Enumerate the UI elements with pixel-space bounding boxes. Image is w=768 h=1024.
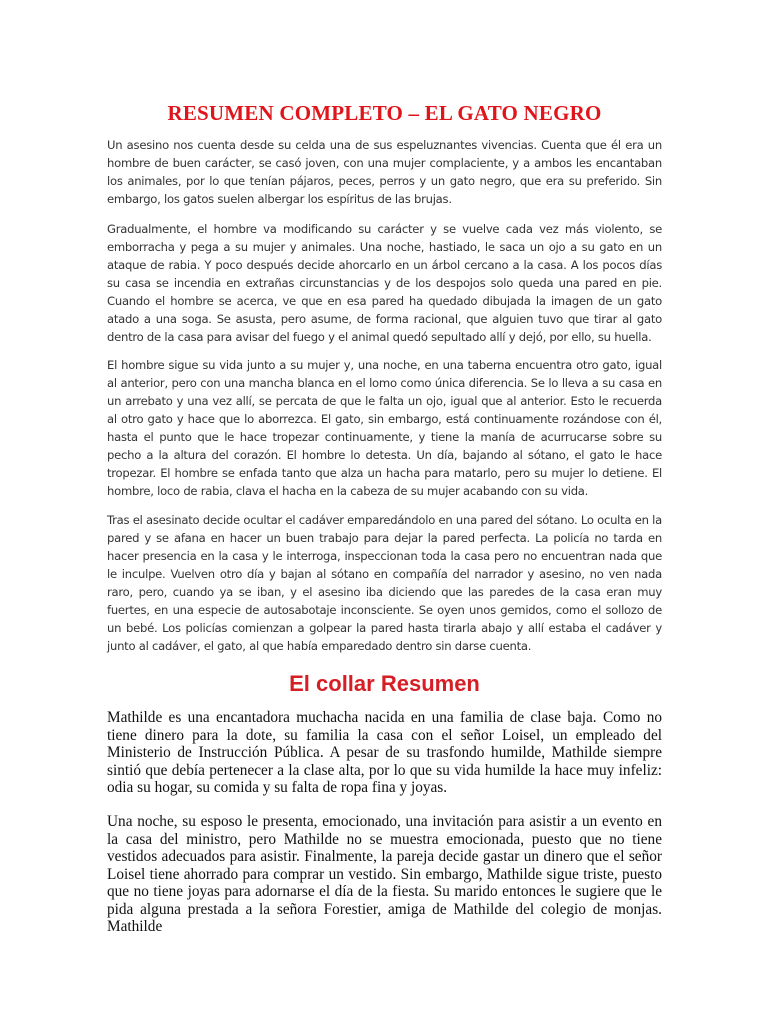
collar-paragraph-1: Mathilde es una encantadora muchacha nacida en una familia de clase baja. Como no tiene dinero para la dote, su familia la casa con el señor Loisel, un empleado del Ministerio de Instrucción Pública. A pesar de su trasfondo humilde, Mathilde siempre sintió que debía pertenecer a la clase alta, por lo que su vida humilde la hace muy infeliz: odia su hogar, su comida y su falta de ropa fina y joyas.: [107, 709, 662, 796]
gato-paragraph-1: Un asesino nos cuenta desde su celda una de sus espeluznantes vivencias. Cuenta que él era un hombre de buen carácter, se casó joven, con una mujer complaciente, y a ambos les encantaban los animales, por lo que tenían pájaros, peces, perros y un gato negro, que era su preferido. Sin embargo, los gatos suelen albergar los espíritus de las brujas.: [107, 138, 662, 206]
gato-paragraph-2: Gradualmente, el hombre va modificando su carácter y se vuelve cada vez más violento, se emborracha y pega a su mujer y animales. Una noche, hastiado, le saca un ojo a su gato en un ataque de rabia. Y poco después decide ahorcarlo en un árbol cercano a la casa. A los pocos días su casa se incendia en extrañas circunstancias y de los despojos solo queda una pared en pie. Cuando el hombre se acerca, ve que en esa pared ha quedado dibujada la imagen de un gato atado a una soga. Se asusta, pero asume, de forma racional, que alguien tuvo que tirar al gato dentro de la casa para avisar del fuego y el animal quedó sepultado allí y dejó, por ello, su huella.: [107, 222, 662, 344]
collar-paragraph-2: Una noche, su esposo le presenta, emocionado, una invitación para asistir a un evento en la casa del ministro, pero Mathilde no se muestra emocionada, puesto que no tiene vestidos adecuados para asistir. Finalmente, la pareja decide gastar un dinero que el señor Loisel tiene ahorrado para comprar un vestido. Sin embargo, Mathilde sigue triste, puesto que no tiene joyas para adornarse el día de la fiesta. Su marido entonces le sugiere que le pida alguna prestada a la señora Forestier, amiga de Mathilde del colegio de monjas. Mathilde: [107, 813, 662, 935]
gato-paragraph-4: Tras el asesinato decide ocultar el cadáver emparedándolo en una pared del sótano. Lo oculta en la pared y se afana en hacer un buen trabajo para dejar la pared perfecta. La policía no tarda en hacer presencia en la casa y le interroga, inspeccionan toda la casa pero no encuentran nada que le inculpe. Vuelven otro día y bajan al sótano en compañía del narrador y asesino, no ven nada raro, pero, cuando ya se iban, y el asesino iba diciendo que las paredes de la casa eran muy fuertes, en una especie de autosabotaje inconsciente. Se oyen unos gemidos, como el sollozo de un bebé. Los policías comienzan a golpear la pared hasta tirarla abajo y allí estaba el cadáver y junto al cadáver, el gato, al que había emparedado dentro sin darse cuenta.: [107, 513, 662, 653]
gato-paragraph-3: El hombre sigue su vida junto a su mujer y, una noche, en una taberna encuentra otro gato, igual al anterior, pero con una mancha blanca en el lomo como única diferencia. Se lo lleva a su casa en un arrebato y una vez allí, se percata de que le falta un ojo, igual que al anterior. Esto le recuerda al otro gato y hace que lo aborrezca. El gato, sin embargo, está continuamente rozándose con él, hasta el punto que le hace tropezar continuamente, y tiene la manía de acurrucarse sobre su pecho a la altura del corazón. El hombre lo detesta. Un día, bajando al sótano, el gato le hace tropezar. El hombre se enfada tanto que alza un hacha para matarlo, pero su mujer lo detiene. El hombre, loco de rabia, clava el hacha en la cabeza de su mujer acabando con su vida.: [107, 358, 662, 498]
title-el-collar: El collar Resumen: [289, 671, 480, 696]
title-el-gato-negro: RESUMEN COMPLETO – EL GATO NEGRO: [167, 101, 602, 125]
